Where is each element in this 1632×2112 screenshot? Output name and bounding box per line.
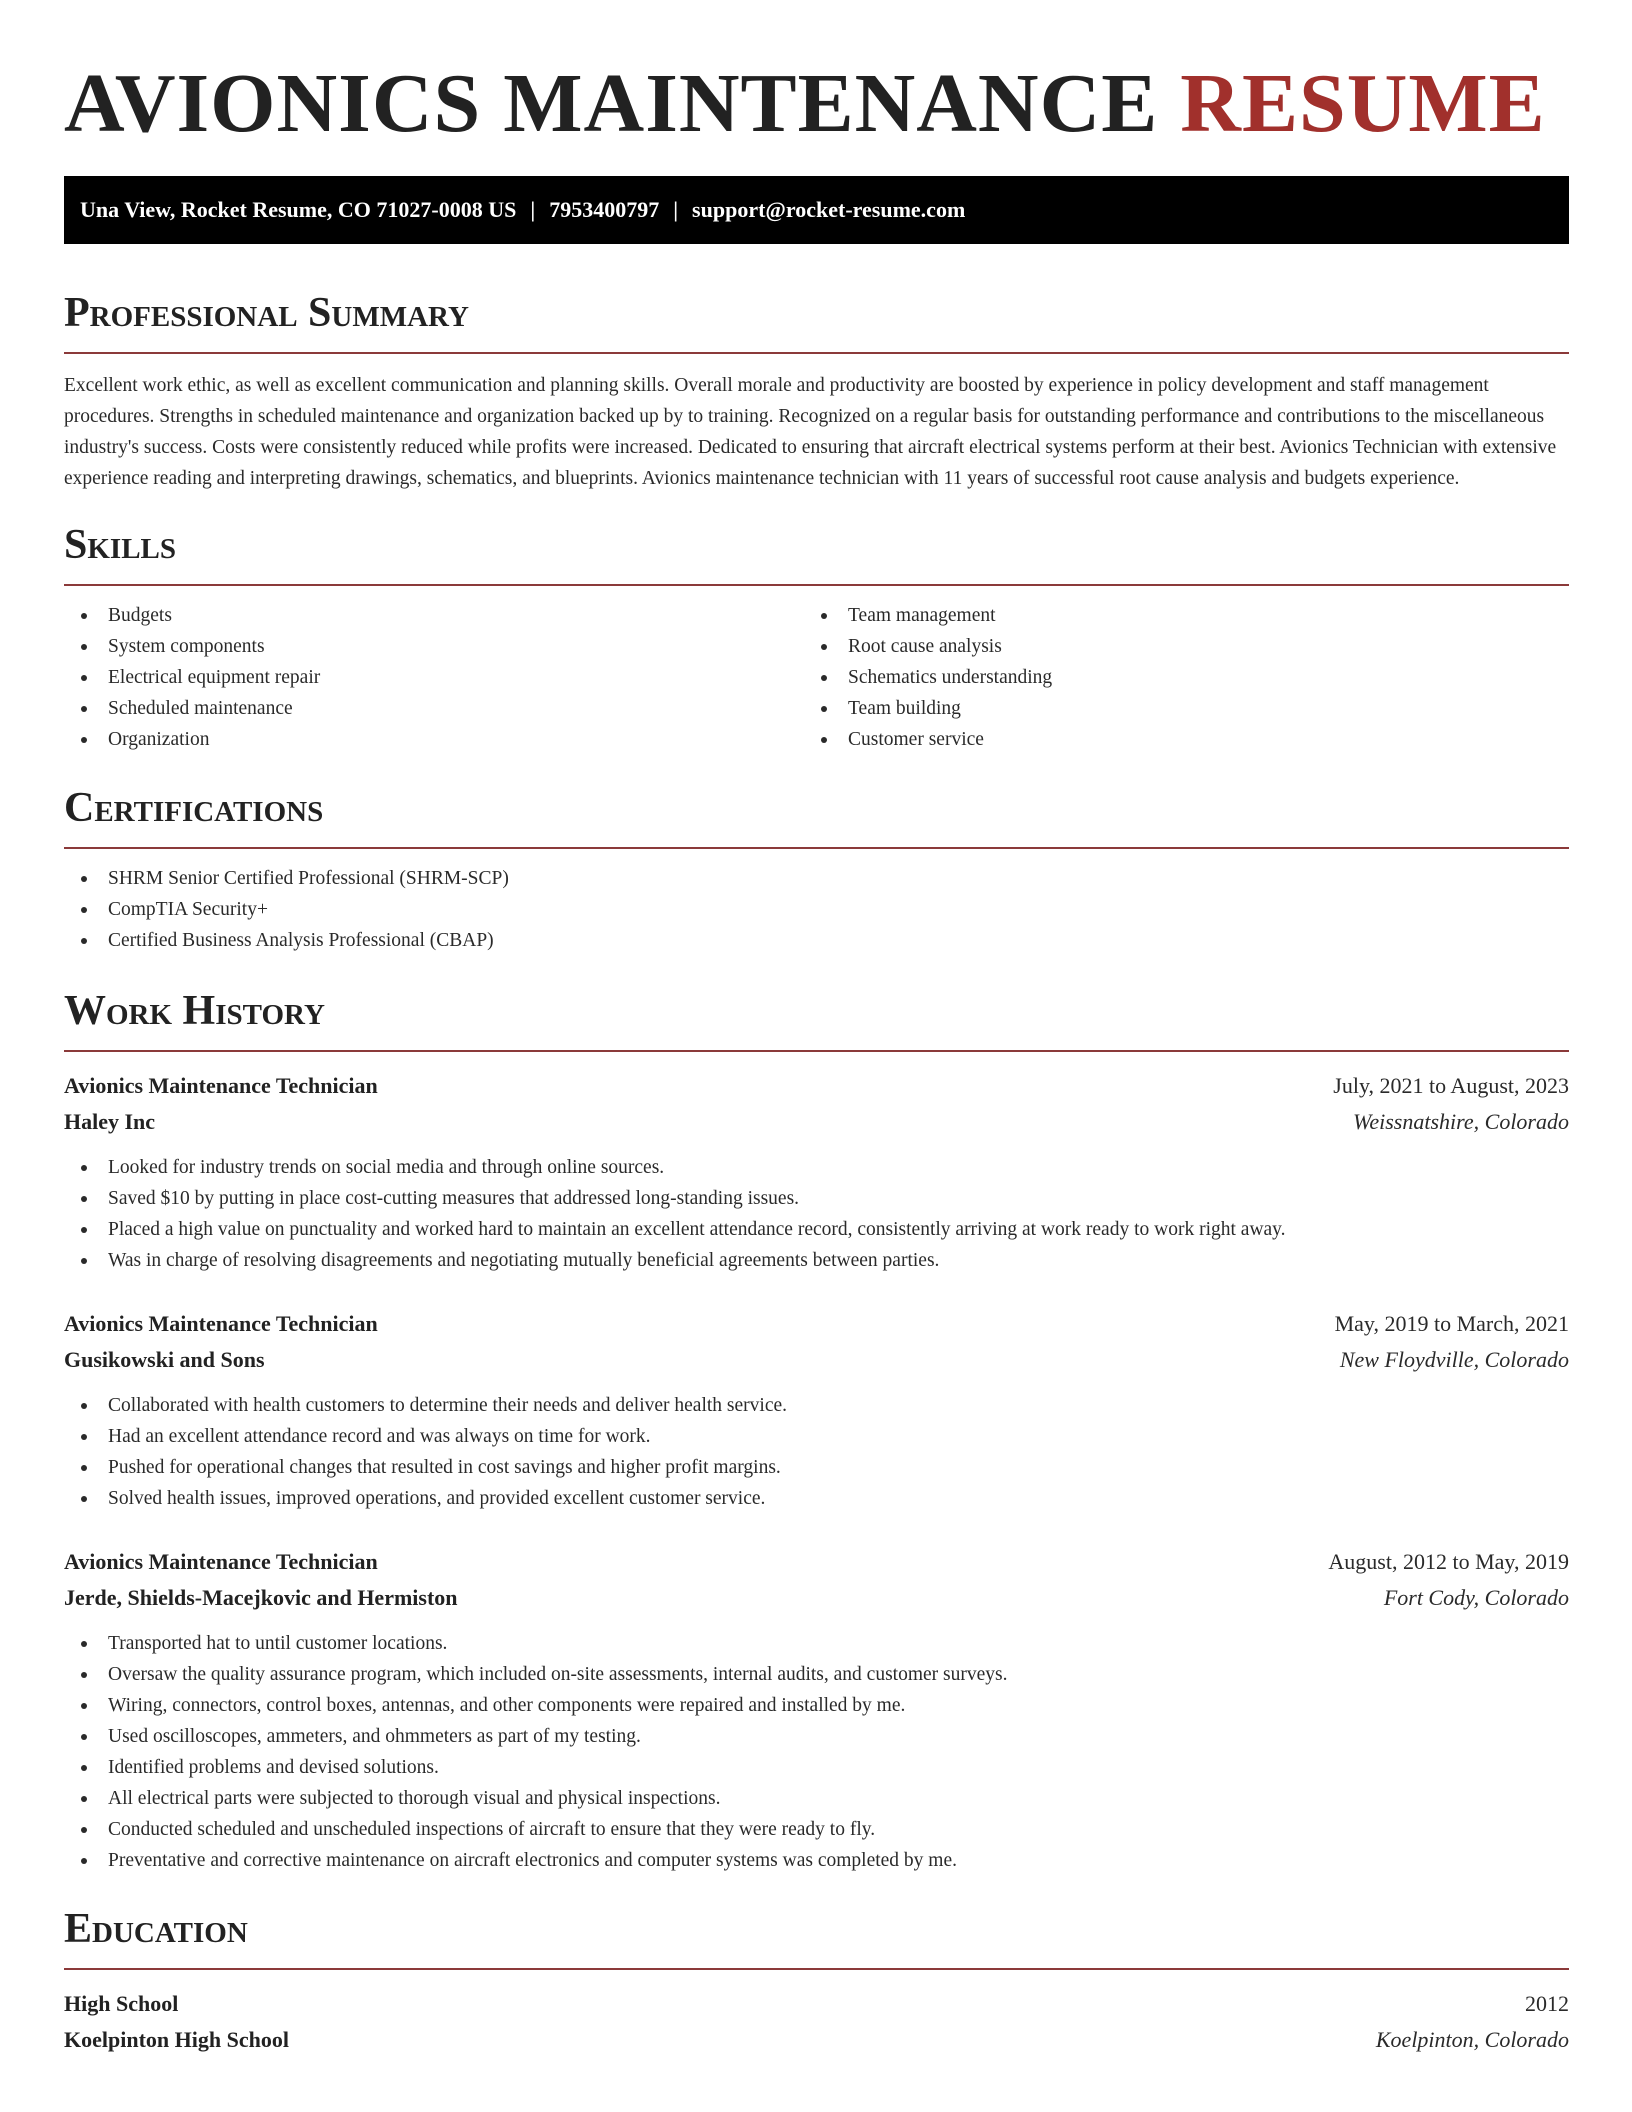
job-company: Jerde, Shields-Macejkovic and Hermiston — [64, 1585, 458, 1610]
certifications-list — [64, 863, 1569, 956]
skill-item: Team building — [804, 693, 1544, 724]
job-subheader-row — [64, 1342, 1569, 1378]
job-duty-item: Solved health issues, improved operations, and provided excellent customer service. — [64, 1483, 1569, 1514]
job-duty-item: Wiring, connectors, control boxes, antennas, and other components were repaired and installed by me. — [64, 1690, 1569, 1721]
job-duty-item: Collaborated with health customers to determine their needs and deliver health service. — [64, 1390, 1569, 1421]
section-heading-skills: Skills — [64, 522, 177, 568]
contact-phone: 7953400797 — [549, 197, 660, 222]
certifications-section — [64, 783, 1569, 956]
job-entry — [64, 1068, 1569, 1276]
skills-list-left — [64, 600, 804, 755]
section-heading-summary: Professional Summary — [64, 290, 469, 336]
contact-separator: | — [530, 197, 536, 222]
job-duty-item: Preventative and corrective maintenance on aircraft electronics and computer systems was completed by me. — [64, 1845, 1569, 1876]
job-duty-item: Identified problems and devised solutions. — [64, 1752, 1569, 1783]
skill-item: Budgets — [64, 600, 804, 631]
title-accent: RESUME — [1180, 57, 1546, 150]
skill-item: Electrical equipment repair — [64, 662, 804, 693]
job-duty-item: Placed a high value on punctuality and worked hard to maintain an excellent attendance record, consistently arriving at work ready to work right away. — [64, 1214, 1569, 1245]
job-duty-item: Saved $10 by putting in place cost-cutting measures that addressed long-standing issues. — [64, 1183, 1569, 1214]
job-title: Avionics Maintenance Technician — [64, 1311, 378, 1336]
job-title: Avionics Maintenance Technician — [64, 1549, 378, 1574]
job-duty-item: Was in charge of resolving disagreements and negotiating mutually beneficial agreements between parties. — [64, 1245, 1569, 1276]
education-subheader-row — [64, 2022, 1569, 2058]
job-header-row — [64, 1544, 1569, 1580]
education-location: Koelpinton, Colorado — [1375, 2027, 1569, 2052]
skills-section — [64, 520, 1569, 755]
contact-separator: | — [673, 197, 679, 222]
education-degree: High School — [64, 1991, 179, 2016]
job-company: Gusikowski and Sons — [64, 1347, 265, 1372]
skill-item: System components — [64, 631, 804, 662]
job-header-row — [64, 1068, 1569, 1104]
education-school: Koelpinton High School — [64, 2027, 289, 2052]
job-duties — [64, 1628, 1569, 1876]
job-header-row — [64, 1306, 1569, 1342]
job-dates: July, 2021 to August, 2023 — [1333, 1073, 1569, 1098]
skills-list-right — [804, 600, 1544, 755]
job-duty-item: All electrical parts were subjected to thorough visual and physical inspections. — [64, 1783, 1569, 1814]
job-title: Avionics Maintenance Technician — [64, 1073, 378, 1098]
section-divider — [64, 584, 1569, 586]
education-section — [64, 1904, 1569, 2058]
skill-item: Customer service — [804, 724, 1544, 755]
section-divider — [64, 847, 1569, 849]
section-heading-education: Education — [64, 1906, 248, 1952]
job-subheader-row — [64, 1580, 1569, 1616]
work-history-section — [64, 986, 1569, 1876]
job-duty-item: Had an excellent attendance record and was always on time for work. — [64, 1421, 1569, 1452]
job-dates: May, 2019 to March, 2021 — [1334, 1311, 1569, 1336]
job-duty-item: Pushed for operational changes that resulted in cost savings and higher profit margins. — [64, 1452, 1569, 1483]
job-subheader-row — [64, 1104, 1569, 1140]
skill-item: Organization — [64, 724, 804, 755]
job-duty-item: Conducted scheduled and unscheduled inspections of aircraft to ensure that they were ready to fly. — [64, 1814, 1569, 1845]
section-divider — [64, 352, 1569, 354]
certification-item: CompTIA Security+ — [64, 894, 1569, 925]
section-divider — [64, 1968, 1569, 1970]
skill-item: Scheduled maintenance — [64, 693, 804, 724]
job-duties — [64, 1390, 1569, 1514]
title-main: AVIONICS MAINTENANCE — [64, 57, 1159, 150]
education-header-row — [64, 1986, 1569, 2022]
job-duty-item: Transported hat to until customer locations. — [64, 1628, 1569, 1659]
job-duty-item: Oversaw the quality assurance program, which included on-site assessments, internal audits, and customer surveys. — [64, 1659, 1569, 1690]
skills-grid — [64, 600, 1569, 755]
section-heading-work-history: Work History — [64, 988, 325, 1034]
skill-item: Root cause analysis — [804, 631, 1544, 662]
section-heading-certifications: Certifications — [64, 785, 324, 831]
certification-item: Certified Business Analysis Professional (CBAP) — [64, 925, 1569, 956]
job-location: Fort Cody, Colorado — [1383, 1585, 1569, 1610]
summary-section — [64, 288, 1569, 494]
skill-item: Schematics understanding — [804, 662, 1544, 693]
job-dates: August, 2012 to May, 2019 — [1328, 1549, 1569, 1574]
skill-item: Team management — [804, 600, 1544, 631]
education-entry — [64, 1986, 1569, 2058]
job-entry — [64, 1544, 1569, 1876]
section-divider — [64, 1050, 1569, 1052]
job-location: Weissnatshire, Colorado — [1353, 1109, 1569, 1134]
contact-email: support@rocket-resume.com — [692, 197, 966, 222]
job-duty-item: Looked for industry trends on social media and through online sources. — [64, 1152, 1569, 1183]
education-year: 2012 — [1525, 1991, 1569, 2016]
job-duty-item: Used oscilloscopes, ammeters, and ohmmeters as part of my testing. — [64, 1721, 1569, 1752]
contact-bar — [64, 176, 1569, 244]
resume-title — [64, 0, 1569, 152]
summary-text: Excellent work ethic, as well as excellent communication and planning skills. Overall morale and productivity are boosted by experience in policy development and staff management procedures. Strengths in scheduled maintenance and organization backed up by to training. Recognized on a regular basis for outstanding performance and contributions to the miscellaneous industry's success. Costs were consistently reduced while profits were increased. Dedicated to ensuring that aircraft electrical systems perform at their best. Avionics Technician with extensive experience reading and interpreting drawings, schematics, and blueprints. Avionics maintenance technician with 11 years of successful root cause analysis and budgets experience. — [64, 375, 1557, 489]
job-entry — [64, 1306, 1569, 1514]
job-location: New Floydville, Colorado — [1339, 1347, 1569, 1372]
certification-item: SHRM Senior Certified Professional (SHRM-SCP) — [64, 863, 1569, 894]
contact-address: Una View, Rocket Resume, CO 71027-0008 US — [80, 197, 517, 222]
job-company: Haley Inc — [64, 1109, 156, 1134]
resume-page — [64, 0, 1569, 2058]
job-duties — [64, 1152, 1569, 1276]
